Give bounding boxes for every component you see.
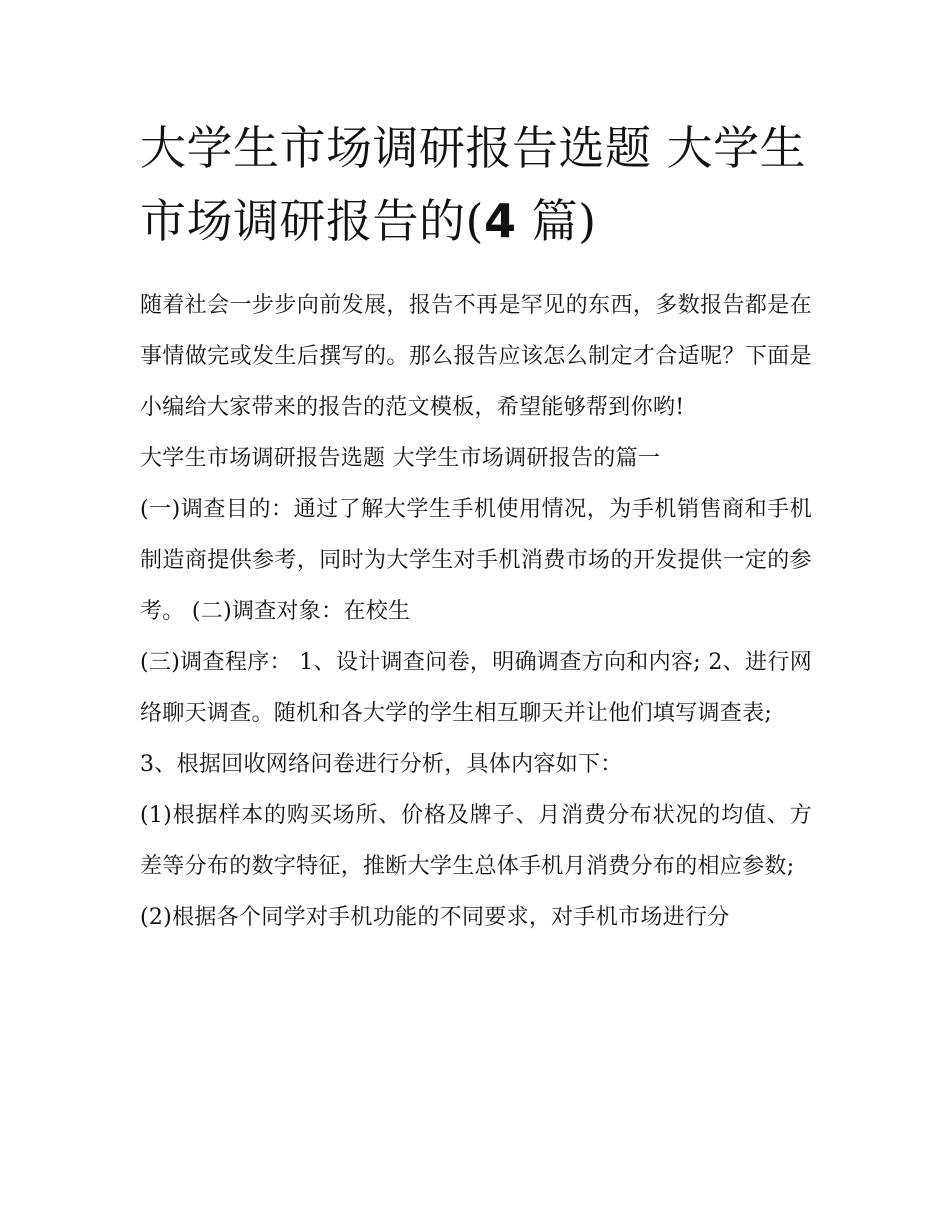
- title-suffix: 篇): [516, 194, 597, 248]
- analysis-item-1: (1)根据样本的购买场所、价格及牌子、月消费分布状况的均值、方差等分布的数字特征，推断大学生总体手机月消费分布的相应参数;: [140, 803, 812, 879]
- analysis-item-2: (2)根据各个同学对手机功能的不同要求，对手机市场进行分: [140, 905, 730, 930]
- intro-paragraph: 随着社会一步步向前发展，报告不再是罕见的东西，多数报告都是在事情做完或发生后撰写的。那么报告应该怎么制定才合适呢？下面是小编给大家带来的报告的范文模板，希望能够帮到你哟!: [140, 293, 812, 420]
- section-heading: 大学生市场调研报告选题 大学生市场调研报告的篇一: [140, 446, 661, 471]
- title-count: 4: [483, 194, 517, 248]
- analysis-intro-paragraph: 3、根据回收网络问卷进行分析，具体内容如下：: [140, 752, 623, 777]
- title-text: 大学生市场调研报告选题 大学生市场调研报告的(: [140, 121, 807, 248]
- survey-purpose-paragraph: (一)调查目的：通过了解大学生手机使用情况，为手机销售商和手机制造商提供参考，同时为大学生对手机消费市场的开发提供一定的参考。 (二)调查对象：在校生: [140, 497, 812, 624]
- document-title: [140, 112, 812, 258]
- document-page: [140, 112, 812, 943]
- survey-procedure-paragraph: (三)调查程序： 1、设计调查问卷，明确调查方向和内容; 2、进行网络聊天调查。随机和各大学的学生相互聊天并让他们填写调查表;: [140, 650, 812, 726]
